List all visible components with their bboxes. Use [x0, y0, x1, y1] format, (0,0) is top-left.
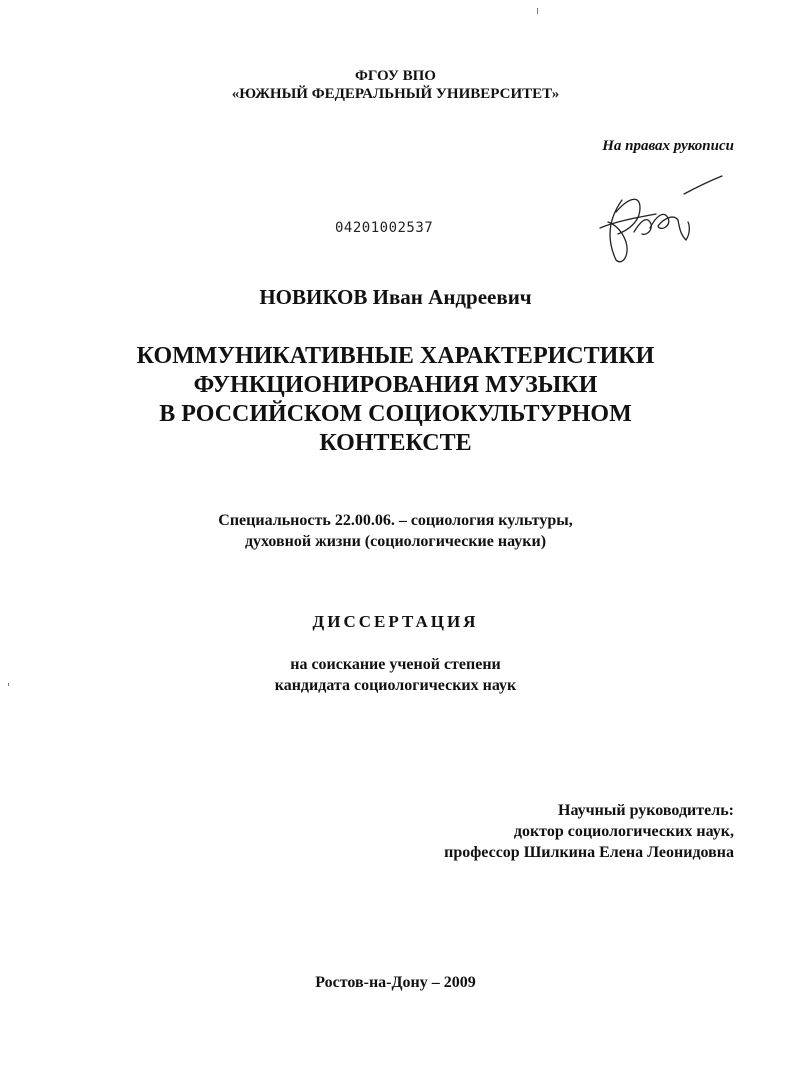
author-name: НОВИКОВ Иван Андреевич	[259, 285, 532, 309]
archive-number: 04201002537	[335, 220, 434, 236]
supervisor-block	[314, 800, 734, 863]
work-type: ДИССЕРТАЦИЯ	[312, 612, 479, 631]
specialty-line: духовной жизни (социологические науки)	[244, 533, 547, 550]
supervisor-label: Научный руководитель:	[558, 802, 734, 819]
scan-mark	[537, 8, 538, 14]
specialty	[0, 510, 791, 552]
org-line-1: ФГОУ ВПО	[355, 68, 436, 84]
manuscript-note: На правах рукописи	[602, 138, 734, 154]
supervisor-degree: доктор социологических наук,	[513, 823, 734, 840]
dissertation-title	[0, 342, 791, 458]
degree-line: на соискание ученой степени	[290, 656, 501, 673]
specialty-line: Специальность 22.00.06. – социология культуры,	[218, 512, 573, 529]
title-line: КОНТЕКСТЕ	[319, 430, 472, 456]
title-line: В РОССИЙСКОМ СОЦИОКУЛЬТУРНОМ	[159, 401, 632, 427]
degree-info	[0, 654, 791, 696]
title-line: КОММУНИКАТИВНЫЕ ХАРАКТЕРИСТИКИ	[136, 343, 655, 369]
city-year: Ростов-на-Дону – 2009	[315, 974, 476, 991]
supervisor-name: профессор Шилкина Елена Леонидовна	[444, 844, 734, 861]
org-line-2: «ЮЖНЫЙ ФЕДЕРАЛЬНЫЙ УНИВЕРСИТЕТ»	[231, 86, 560, 102]
title-line: ФУНКЦИОНИРОВАНИЯ МУЗЫКИ	[193, 372, 598, 398]
degree-line: кандидата социологических наук	[274, 677, 517, 694]
signature-icon	[594, 172, 724, 267]
